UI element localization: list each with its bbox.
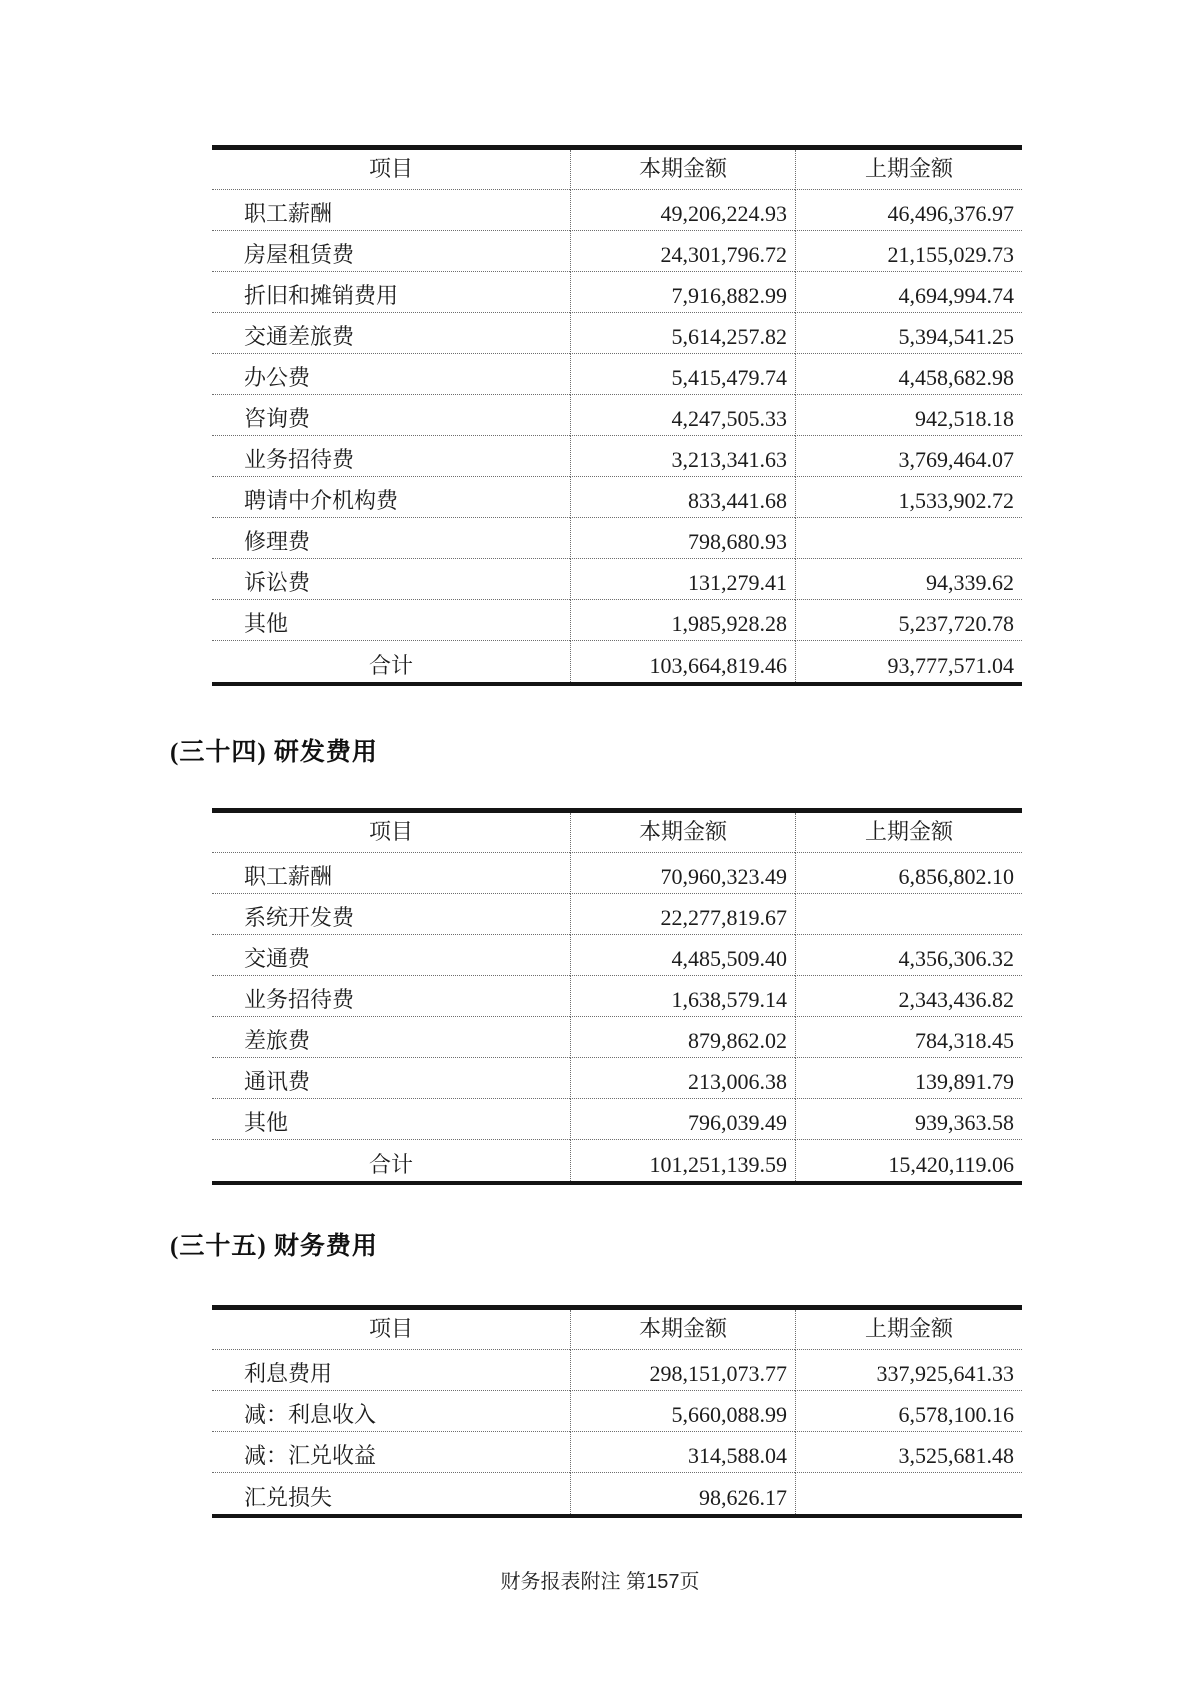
total-row [212, 641, 1022, 682]
table-row [212, 231, 1022, 272]
section-heading-financial-expenses: (三十五) 财务费用 [170, 1233, 378, 1260]
column-header: 上期金额 [795, 1310, 1022, 1350]
table-row [212, 313, 1022, 354]
table-row [212, 190, 1022, 231]
row-prior-amount [795, 1473, 1022, 1514]
row-current-amount: 49,206,224.93 [570, 190, 795, 231]
row-current-amount: 24,301,796.72 [570, 231, 795, 272]
row-current-amount: 1,985,928.28 [570, 600, 795, 641]
table-header-row [212, 150, 1022, 190]
table-row [212, 600, 1022, 641]
row-current-amount: 879,862.02 [570, 1017, 795, 1058]
column-header: 项目 [212, 150, 570, 190]
row-prior-amount: 139,891.79 [795, 1058, 1022, 1099]
row-label: 交通差旅费 [212, 313, 570, 354]
table-row [212, 1432, 1022, 1473]
row-prior-amount: 337,925,641.33 [795, 1350, 1022, 1391]
row-current-amount: 103,664,819.46 [570, 641, 795, 682]
row-current-amount: 98,626.17 [570, 1473, 795, 1514]
row-label: 利息费用 [212, 1350, 570, 1391]
row-label: 系统开发费 [212, 894, 570, 935]
section-heading-rd-expenses: (三十四) 研发费用 [170, 739, 378, 766]
row-current-amount: 1,638,579.14 [570, 976, 795, 1017]
row-current-amount: 5,415,479.74 [570, 354, 795, 395]
table-row [212, 395, 1022, 436]
column-header: 上期金额 [795, 150, 1022, 190]
row-label: 汇兑损失 [244, 1484, 333, 1510]
column-header: 项目 [212, 1310, 570, 1350]
row-label: 职工薪酬 [212, 190, 570, 231]
financial-table [212, 1305, 1022, 1518]
row-current-amount: 213,006.38 [570, 1058, 795, 1099]
row-prior-amount: 4,694,994.74 [795, 272, 1022, 313]
row-current-amount: 101,251,139.59 [570, 1140, 795, 1181]
row-current-amount: 833,441.68 [570, 477, 795, 518]
column-header: 本期金额 [570, 150, 795, 190]
row-current-amount: 4,485,509.40 [570, 935, 795, 976]
row-current-amount: 70,960,323.49 [570, 853, 795, 894]
row-prior-amount: 6,578,100.16 [795, 1391, 1022, 1432]
row-label: 其他 [212, 1099, 570, 1140]
row-current-amount: 4,247,505.33 [570, 395, 795, 436]
row-current-amount: 3,213,341.63 [570, 436, 795, 477]
table-row [212, 477, 1022, 518]
row-label: 合计 [368, 1151, 413, 1177]
row-prior-amount: 21,155,029.73 [795, 231, 1022, 272]
table-header-row [212, 813, 1022, 853]
table-row [212, 894, 1022, 935]
column-header: 项目 [212, 813, 570, 853]
row-prior-amount: 5,394,541.25 [795, 313, 1022, 354]
row-current-amount: 796,039.49 [570, 1099, 795, 1140]
row-prior-amount: 1,533,902.72 [795, 477, 1022, 518]
table-header-row [212, 1310, 1022, 1350]
row-prior-amount: 942,518.18 [795, 395, 1022, 436]
row-prior-amount: 15,420,119.06 [795, 1140, 1022, 1181]
row-current-amount: 22,277,819.67 [570, 894, 795, 935]
row-prior-amount: 6,856,802.10 [795, 853, 1022, 894]
table-row [212, 272, 1022, 313]
rd-expense-table-section [212, 808, 1022, 1185]
row-prior-amount: 939,363.58 [795, 1099, 1022, 1140]
row-label: 咨询费 [212, 395, 570, 436]
table-row [212, 1017, 1022, 1058]
row-prior-amount [795, 894, 1022, 935]
row-label: 职工薪酬 [212, 853, 570, 894]
column-header: 上期金额 [795, 813, 1022, 853]
column-header: 本期金额 [570, 813, 795, 853]
table-row [212, 1099, 1022, 1140]
table-row [212, 436, 1022, 477]
row-label: 减：利息收入 [212, 1391, 570, 1432]
row-label: 业务招待费 [212, 976, 570, 1017]
row-prior-amount: 3,525,681.48 [795, 1432, 1022, 1473]
row-label: 交通费 [212, 935, 570, 976]
row-label: 房屋租赁费 [212, 231, 570, 272]
expense-table-section [212, 145, 1022, 686]
row-prior-amount: 4,356,306.32 [795, 935, 1022, 976]
row-label: 减：汇兑收益 [212, 1432, 570, 1473]
row-label: 折旧和摊销费用 [212, 272, 570, 313]
row-current-amount: 314,588.04 [570, 1432, 795, 1473]
table-row [212, 559, 1022, 600]
row-prior-amount [795, 518, 1022, 559]
table-row [212, 354, 1022, 395]
table-row [212, 1058, 1022, 1099]
row-prior-amount: 93,777,571.04 [795, 641, 1022, 682]
financial-expense-table-section [212, 1305, 1022, 1518]
financial-table [212, 808, 1022, 1185]
row-label: 业务招待费 [212, 436, 570, 477]
row-label: 诉讼费 [212, 559, 570, 600]
row-current-amount: 298,151,073.77 [570, 1350, 795, 1391]
row-prior-amount: 784,318.45 [795, 1017, 1022, 1058]
row-prior-amount: 4,458,682.98 [795, 354, 1022, 395]
page-footer: 财务报表附注 第157页 [500, 1571, 700, 1593]
table-row [212, 1391, 1022, 1432]
row-prior-amount: 3,769,464.07 [795, 436, 1022, 477]
table-row [212, 1473, 1022, 1514]
row-prior-amount: 94,339.62 [795, 559, 1022, 600]
row-prior-amount: 5,237,720.78 [795, 600, 1022, 641]
row-label: 聘请中介机构费 [212, 477, 570, 518]
table-row [212, 935, 1022, 976]
table-row [212, 976, 1022, 1017]
row-prior-amount: 46,496,376.97 [795, 190, 1022, 231]
table-row [212, 853, 1022, 894]
row-current-amount: 5,660,088.99 [570, 1391, 795, 1432]
row-label: 修理费 [212, 518, 570, 559]
total-row [212, 1140, 1022, 1181]
row-label: 通讯费 [212, 1058, 570, 1099]
row-label: 差旅费 [212, 1017, 570, 1058]
row-current-amount: 5,614,257.82 [570, 313, 795, 354]
row-label: 其他 [212, 600, 570, 641]
row-label: 办公费 [212, 354, 570, 395]
financial-table [212, 145, 1022, 686]
row-current-amount: 131,279.41 [570, 559, 795, 600]
row-prior-amount: 2,343,436.82 [795, 976, 1022, 1017]
row-label: 合计 [368, 652, 413, 678]
column-header: 本期金额 [570, 1310, 795, 1350]
table-row [212, 518, 1022, 559]
table-row [212, 1350, 1022, 1391]
row-current-amount: 7,916,882.99 [570, 272, 795, 313]
row-current-amount: 798,680.93 [570, 518, 795, 559]
